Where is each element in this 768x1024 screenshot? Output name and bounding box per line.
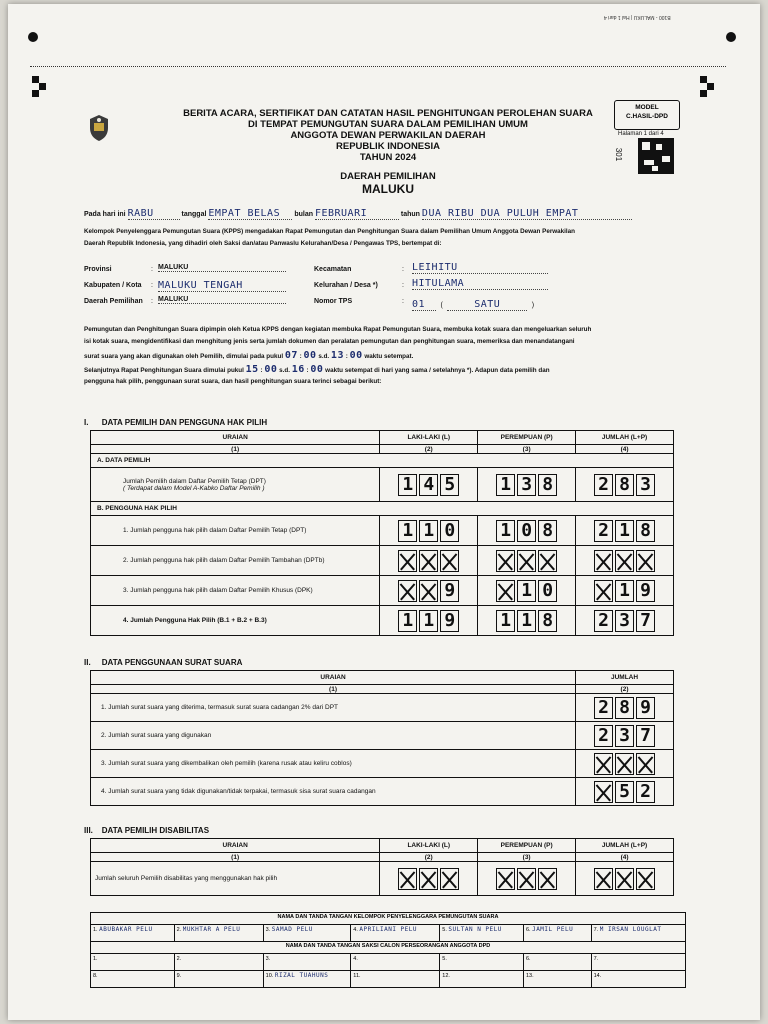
digit-box[interactable]: 8 — [615, 474, 634, 496]
signature-number: 7. — [593, 927, 600, 933]
col-uraian: URAIAN — [91, 839, 380, 853]
signature-number: 6. — [525, 956, 531, 962]
section-3-title: III. DATA PEMILIH DISABILITAS — [84, 826, 210, 835]
table-disabilitas — [90, 838, 674, 896]
row-label: Jumlah Pemilih dalam Daftar Pemilih Tetap (DPT) — [123, 477, 266, 485]
model-code: C.HASIL-DPD — [626, 113, 668, 120]
col-jumlah: JUMLAH (L+P) — [576, 839, 674, 853]
col-num: (2) — [576, 685, 674, 694]
bulan-value: FEBRUARI — [315, 208, 399, 220]
page-label: Halaman 1 dari 4 — [618, 131, 664, 137]
signature-cell[interactable] — [523, 925, 591, 942]
digit-box[interactable] — [419, 580, 438, 602]
table-data-pemilih — [90, 430, 674, 636]
section-1-title: I. DATA PEMILIH DAN PENGGUNA HAK PILIH — [84, 418, 268, 427]
tahun-value: DUA RIBU DUA PULUH EMPAT — [422, 208, 632, 220]
row-sublabel: ( Terdapat dalam Model A-Kabko Daftar Pemilih ) — [123, 484, 265, 492]
bulan-label: bulan — [294, 211, 313, 218]
digit-group[interactable] — [576, 781, 673, 803]
signature-number: 5. — [442, 927, 449, 933]
col-uraian: URAIAN — [91, 671, 576, 685]
table-row — [91, 606, 674, 636]
signature-row — [91, 971, 686, 988]
signature-cell[interactable] — [91, 971, 175, 988]
side-code: 301 — [614, 147, 624, 162]
signature-cell[interactable] — [351, 954, 440, 971]
digit-box[interactable]: 7 — [636, 610, 655, 632]
kelurahan-label: Kelurahan / Desa *) — [314, 282, 378, 289]
start-hour: 07 — [284, 350, 298, 361]
signature-cell[interactable] — [174, 954, 263, 971]
signature-number: 2. — [176, 927, 183, 933]
digit-box[interactable]: 7 — [636, 725, 655, 747]
digit-box[interactable] — [419, 868, 438, 890]
corner-marker — [32, 76, 39, 83]
digit-group[interactable] — [478, 610, 575, 632]
digit-box[interactable]: 8 — [636, 520, 655, 542]
digit-box[interactable] — [398, 868, 417, 890]
digit-group[interactable] — [576, 697, 673, 719]
signature-number: 10. — [265, 973, 275, 979]
paragraph-line-4: Selanjutnya Rapat Penghitungan Suara dimulai pukul 15 : 00 s.d. 16 : 00 waktu setempat di hari yang sama / setelahnya *). Adapun data pemilih dan — [84, 364, 550, 375]
digit-box[interactable]: 1 — [398, 610, 417, 632]
signature-number: 3. — [265, 956, 271, 962]
signature-number: 14. — [593, 973, 602, 979]
digit-box[interactable]: 5 — [440, 474, 459, 496]
signature-number: 1. — [93, 927, 100, 933]
daerah-value: MALUKU — [362, 182, 414, 196]
kpu-logo-icon — [88, 114, 110, 142]
section-b-title: B. PENGGUNA HAK PILIH — [91, 502, 674, 516]
corner-marker — [700, 76, 707, 83]
digit-box[interactable] — [538, 868, 557, 890]
sd-label: s.d. — [318, 353, 330, 360]
signature-cell[interactable] — [523, 954, 591, 971]
row-label: 1. Jumlah surat suara yang diterima, termasuk surat suara cadangan 2% dari DPT — [91, 694, 576, 722]
row-label: 3. Jumlah pengguna hak pilih dalam Daftar Pemilih Khusus (DPK) — [91, 576, 380, 606]
digit-group[interactable] — [380, 474, 477, 496]
col-num: (1) — [91, 445, 380, 454]
digit-box[interactable]: 8 — [538, 610, 557, 632]
tps-value: 01 ( SATU ) — [412, 299, 535, 310]
col-num: (2) — [380, 445, 478, 454]
digit-group[interactable] — [478, 868, 575, 890]
count-start-hour: 15 — [245, 364, 259, 375]
kabkota-label: Kabupaten / Kota — [84, 282, 142, 289]
signature-number: 7. — [593, 956, 599, 962]
digit-box[interactable] — [615, 868, 634, 890]
title-line: TAHUN 2024 — [359, 152, 417, 163]
col-num: (2) — [380, 853, 478, 862]
tps-label: Nomor TPS — [314, 298, 353, 305]
digit-group[interactable] — [576, 520, 673, 542]
digit-box[interactable] — [496, 550, 515, 572]
digit-group[interactable] — [576, 753, 673, 775]
digit-box[interactable] — [440, 868, 459, 890]
col-num: (4) — [576, 445, 674, 454]
count-start-minute: 00 — [264, 364, 278, 375]
digit-group[interactable] — [576, 610, 673, 632]
digit-box[interactable] — [636, 753, 655, 775]
paragraph-line-5: pengguna hak pilih, penggunaan surat suara, dan hasil penghitungan suara terinci sebagai berikut: — [84, 378, 382, 385]
digit-box[interactable] — [496, 868, 515, 890]
kabkota-value: MALUKU TENGAH — [158, 280, 286, 292]
signature-cell[interactable] — [440, 954, 524, 971]
binding-hole — [28, 32, 38, 42]
signature-cell[interactable] — [591, 954, 685, 971]
row-label: 4. Jumlah Pengguna Hak Pilih (B.1 + B.2 + B.3) — [91, 606, 380, 636]
digit-box[interactable]: 3 — [615, 725, 634, 747]
digit-box[interactable] — [615, 753, 634, 775]
digit-group[interactable] — [380, 550, 477, 572]
end-hour: 13 — [330, 350, 344, 361]
signature-row — [91, 925, 686, 942]
tahun-label: tahun — [400, 211, 420, 218]
digit-box[interactable]: 1 — [496, 474, 515, 496]
digit-box[interactable] — [594, 580, 613, 602]
digit-group[interactable] — [576, 550, 673, 572]
digit-box[interactable] — [636, 868, 655, 890]
top-code: B100 - MALUKU | Hal 1 dari 4 — [604, 14, 671, 20]
col-num: (3) — [478, 445, 576, 454]
form-sheet: B100 - MALUKU | Hal 1 dari 4 BERITA ACARA, SERTIFIKAT DAN CATATAN HASIL PENGHITUNGAN PEROLEHAN SUARA DI TEMPAT PEMUNGUTAN SUARA DALAM PEMILIHAN UMUM ANGGOTA DEWAN PERWAKILAN DAERAH REPUBLIK INDONESIA TAHUN 2024 DAERAH PEMILIHAN MALUKU MODEL C.HASIL-DPD Halaman 1 dari 4 301 Pada hari ini RABU tanggal EMPAT BELAS bulan FEBRUARI tahun DUA RIBU DUA PULUH EMPAT Kelompok Penyelenggara Pemungutan Suara (KPPS) mengadakan Rapat Pemungutan dan Penghitungan Suara dalam Pemilihan Umum Anggota Dewan Perwakilan Daerah Republik Indonesia, yang dihadiri oleh Saksi dan/atau Panwaslu Kelurahan/Desa / Pengawas TPS, bertempat di: Provinsi : MALUKU Kabupaten / Kota : MALUKU TENGAH Daerah Pemilihan : MALUKU Kecamatan : LEIHITU Kelurahan / Desa *) : HITULAMA Nomor TPS : 01 ( SATU ) Pemungutan dan Penghitungan Suara dipimpin oleh Ketua KPPS dengan kegiatan membuka Rapat Pemungutan Suara, membuka kotak suara dan mengeluarkan seluruh isi kotak suara, mengidentifikasi dan menghitung jenis serta jumlah dokumen dan peralatan pemungutan dan penghitungan suara, memeriksa dan menandatangani surat suara yang akan digunakan oleh Pemilih, dimulai pada pukul 07 : 00 s.d. 13 : 00 waktu setempat. Selanjutnya Rapat Penghitungan Suara dimulai pukul 15 : 00 s.d. 16 : 00 waktu setempat di hari yang sama / setelahnya *). Adapun data pemilih dan pengguna hak pilih, penggunaan surat suara, dan hasil penghitungan suara terinci sebagai berikut: I. DATA PEMILIH DAN PENGGUNA HAK PILIH URAIAN LAKI-LAKI (L) PEREMPUAN (P) JUMLAH (L+P) (1) (2) (3) (4) A. DATA PEMILIH Jumlah Pemilih dalam Daftar Pemilih Tetap (DPT) ( Terdapat dalam Model A-Kabko Daftar Pemilih ) 1 4 5 1 3 8 2 8 3 B. PENGGUNA HAK PILIH 1. Jumlah pengguna hak pilih dalam Daftar Pemilih Tetap (DPT) 1 1 0 1 0 8 2 1 8 2. Jumlah pengguna hak pilih dalam Daftar Pemilih Tambahan (DPTb) 3. Jumlah pengguna hak pilih dalam Daftar Pemilih Khusus (DPK) 9 1 0 1 9 4. Jumlah Pengguna Hak Pilih (B.1 + B.2 + B.3) 1 1 9 1 1 8 2 3 7 II. DATA PENGGUNAAN SURAT SUARA URAIAN JUMLAH (1) (2) 1. Jumlah surat suara yang diterima, termasuk surat suara cadangan 2% dari DPT 2 8 9 2. Jumlah surat suara yang digunakan 2 3 7 3. Jumlah surat suara yang dikembalikan oleh pemilih (karena rusak atau keliru coblos) 4. Jumlah surat suara yang tidak digunakan/tidak terpakai, termasuk sisa surat suara cadangan 5 2 III. DATA PEMILIH DISABILITAS URAIAN LAKI-LAKI (L) PEREMPUAN (P) JUMLAH (L+P) (1) (2) (3) (4) Jumlah seluruh Pemilih disabilitas yang menggunakan hak pilih NAMA DAN TANDA TANGAN KELOMPOK PENYELENGGARA PEMUNGUTAN SUARA 1. ABUBAKAR PELU 2. MUKHTAR A PELU 3. SAMAD PELU 4. APRILIANI PELU 5. SULTAN N PELU 6. JAMIL PELU 7. M IRSAN LOUGLAT NAMA DAN TANDA TANGAN SAKSI CALON PERSEORANGAN ANGGOTA DPD 1. 2. 3. 4. 5. 6. 7. 8. 9. 10. RIZAL TUAHUNS 11. 12. 13. 14. — [8, 4, 760, 1020]
digit-box[interactable]: 3 — [636, 474, 655, 496]
digit-box[interactable]: 1 — [398, 474, 417, 496]
title-line: DI TEMPAT PEMUNGUTAN SUARA DALAM PEMILIHAN UMUM — [248, 119, 528, 130]
intro-line-3: Daerah Republik Indonesia, yang dihadiri oleh Saksi dan/atau Panwaslu Kelurahan/Desa / Pengawas TPS, bertempat di: — [84, 240, 442, 247]
dapil-label: Daerah Pemilihan — [84, 298, 143, 305]
col-num: (1) — [91, 853, 380, 862]
qr-code-icon — [638, 138, 674, 174]
digit-box[interactable]: 2 — [636, 781, 655, 803]
digit-box[interactable] — [594, 753, 613, 775]
digit-box[interactable] — [636, 550, 655, 572]
table-row — [91, 750, 674, 778]
digit-box[interactable]: 5 — [615, 781, 634, 803]
p4-tail: waktu setempat di hari yang sama / setelahnya *). Adapun data pemilih dan — [325, 367, 550, 374]
signature-name: APRILIANI PELU — [359, 926, 417, 933]
model-box — [614, 100, 680, 130]
pada-hari-label: Pada hari ini — [84, 211, 126, 218]
digit-box[interactable] — [419, 550, 438, 572]
digit-box[interactable]: 8 — [538, 520, 557, 542]
signature-number: 12. — [442, 973, 450, 979]
signature-cell[interactable] — [440, 925, 524, 942]
digit-box[interactable]: 0 — [538, 580, 557, 602]
digit-box[interactable] — [398, 550, 417, 572]
intro-line-1 — [84, 208, 704, 220]
digit-group[interactable] — [380, 610, 477, 632]
digit-box[interactable] — [496, 580, 515, 602]
digit-group[interactable] — [478, 520, 575, 542]
intro-line-2: Kelompok Penyelenggara Pemungutan Suara (KPPS) mengadakan Rapat Pemungutan dan Penghitungan Suara dalam Pemilihan Umum Anggota Dewan Perwakilan — [84, 228, 576, 235]
kelurahan-value: HITULAMA — [412, 278, 548, 290]
digit-box[interactable]: 9 — [636, 580, 655, 602]
signature-name: SULTAN N PELU — [448, 926, 502, 933]
cut-line — [30, 66, 726, 67]
start-minute: 00 — [303, 350, 317, 361]
signature-number: 9. — [176, 973, 182, 979]
row-label: 2. Jumlah surat suara yang digunakan — [91, 722, 576, 750]
signature-number: 4. — [353, 956, 358, 962]
tanggal-value: EMPAT BELAS — [208, 208, 292, 220]
section-2-title: II. DATA PENGGUNAAN SURAT SUARA — [84, 658, 243, 667]
signature-cell[interactable] — [591, 925, 685, 942]
corner-marker — [32, 90, 39, 97]
signature-cell[interactable] — [91, 925, 175, 942]
col-laki: LAKI-LAKI (L) — [380, 431, 478, 445]
digit-box[interactable]: 2 — [594, 725, 613, 747]
signature-cell[interactable] — [591, 971, 685, 988]
signature-cell[interactable] — [263, 925, 351, 942]
digit-box[interactable] — [538, 550, 557, 572]
digit-group[interactable] — [380, 520, 477, 542]
digit-group[interactable] — [478, 474, 575, 496]
digit-box[interactable]: 0 — [440, 520, 459, 542]
digit-box[interactable]: 1 — [419, 610, 438, 632]
row-label: Jumlah seluruh Pemilih disabilitas yang menggunakan hak pilih — [91, 862, 380, 896]
saksi-title: NAMA DAN TANDA TANGAN SAKSI CALON PERSEORANGAN ANGGOTA DPD — [91, 942, 686, 954]
digit-box[interactable] — [440, 550, 459, 572]
paragraph-line-3: surat suara yang akan digunakan oleh Pemilih, dimulai pada pukul 07 : 00 s.d. 13 : 00 waktu setempat. — [84, 350, 414, 361]
digit-box[interactable]: 3 — [615, 610, 634, 632]
row-label: 3. Jumlah surat suara yang dikembalikan oleh pemilih (karena rusak atau keliru coblos) — [91, 750, 576, 778]
digit-box[interactable]: 3 — [517, 474, 536, 496]
table-row — [91, 546, 674, 576]
digit-group[interactable] — [478, 580, 575, 602]
signature-number: 1. — [93, 956, 98, 962]
end-minute: 00 — [349, 350, 363, 361]
digit-group[interactable] — [380, 580, 477, 602]
signature-number: 13. — [525, 973, 534, 979]
digit-box[interactable]: 9 — [440, 610, 459, 632]
digit-box[interactable]: 2 — [594, 520, 613, 542]
digit-box[interactable]: 1 — [517, 610, 536, 632]
digit-box[interactable]: 9 — [440, 580, 459, 602]
digit-box[interactable] — [615, 550, 634, 572]
signature-name: SAMAD PELU — [271, 926, 313, 933]
title-line: REPUBLIK INDONESIA — [336, 141, 440, 152]
signature-cell[interactable] — [174, 971, 263, 988]
row-label: 2. Jumlah pengguna hak pilih dalam Daftar Pemilih Tambahan (DPTb) — [91, 546, 380, 576]
col-num: (3) — [478, 853, 576, 862]
corner-marker — [707, 83, 714, 90]
digit-box[interactable]: 9 — [636, 697, 655, 719]
signature-cell[interactable] — [263, 954, 351, 971]
binding-hole — [726, 32, 736, 42]
digit-group[interactable] — [576, 725, 673, 747]
model-label: MODEL — [635, 104, 659, 111]
signature-number: 6. — [525, 927, 533, 933]
digit-box[interactable] — [398, 580, 417, 602]
digit-box[interactable]: 8 — [538, 474, 557, 496]
section-a-title: A. DATA PEMILIH — [91, 454, 674, 468]
daerah-label: DAERAH PEMILIHAN — [340, 171, 436, 182]
title-line: ANGGOTA DEWAN PERWAKILAN DAERAH — [290, 130, 486, 141]
digit-box[interactable]: 2 — [594, 610, 613, 632]
digit-box[interactable]: 0 — [517, 520, 536, 542]
digit-box[interactable] — [517, 868, 536, 890]
digit-group[interactable] — [576, 474, 673, 496]
col-jumlah: JUMLAH — [576, 671, 674, 685]
col-perempuan: PEREMPUAN (P) — [478, 431, 576, 445]
col-perempuan: PEREMPUAN (P) — [478, 839, 576, 853]
corner-marker — [700, 90, 707, 97]
signature-number: 3. — [265, 927, 272, 933]
digit-box[interactable]: 4 — [419, 474, 438, 496]
signature-number: 11. — [353, 973, 361, 979]
digit-box[interactable]: 1 — [496, 610, 515, 632]
signature-number: 8. — [93, 973, 98, 979]
digit-box[interactable]: 8 — [615, 697, 634, 719]
signature-name: M IRSAN LOUGLAT — [599, 926, 662, 933]
hari-value: RABU — [128, 208, 180, 220]
count-end-minute: 00 — [310, 364, 324, 375]
digit-box[interactable]: 1 — [615, 580, 634, 602]
signature-cell[interactable] — [91, 954, 175, 971]
signature-name: RIZAL TUAHUNS — [274, 972, 329, 979]
signature-kpps-table — [90, 912, 686, 988]
p3-tail: waktu setempat. — [364, 353, 414, 360]
signature-cell[interactable] — [351, 971, 440, 988]
p4-text: Selanjutnya Rapat Penghitungan Suara dimulai pukul — [84, 367, 244, 374]
digit-box[interactable]: 2 — [594, 474, 613, 496]
table-row — [91, 862, 674, 896]
signature-row — [91, 954, 686, 971]
kecamatan-label: Kecamatan — [314, 266, 352, 273]
table-row — [91, 576, 674, 606]
row-label: 4. Jumlah surat suara yang tidak digunakan/tidak terpakai, termasuk sisa surat suara cadangan — [91, 778, 576, 806]
digit-box[interactable] — [594, 781, 613, 803]
digit-box[interactable]: 1 — [398, 520, 417, 542]
signature-cell[interactable] — [351, 925, 440, 942]
kpps-title: NAMA DAN TANDA TANGAN KELOMPOK PENYELENGGARA PEMUNGUTAN SUARA — [91, 913, 686, 925]
col-laki: LAKI-LAKI (L) — [380, 839, 478, 853]
digit-box[interactable]: 1 — [517, 580, 536, 602]
kecamatan-value: LEIHITU — [412, 262, 548, 274]
signature-cell[interactable] — [174, 925, 263, 942]
signature-name: MUKHTAR A PELU — [182, 926, 241, 933]
col-uraian: URAIAN — [91, 431, 380, 445]
tps-words: SATU — [447, 299, 527, 311]
document-title — [158, 108, 618, 195]
col-num: (4) — [576, 853, 674, 862]
table-surat-suara — [90, 670, 674, 806]
digit-group[interactable] — [576, 868, 673, 890]
digit-box[interactable] — [594, 868, 613, 890]
signature-name: JAMIL PELU — [532, 926, 574, 933]
sd-label: s.d. — [279, 367, 290, 374]
table-row — [91, 694, 674, 722]
provinsi-label: Provinsi — [84, 266, 112, 273]
signature-cell[interactable] — [523, 971, 591, 988]
tanggal-label: tanggal — [181, 211, 207, 218]
signature-number: 4. — [353, 927, 360, 933]
signature-cell[interactable] — [263, 971, 351, 988]
col-num: (1) — [91, 685, 576, 694]
digit-group[interactable] — [576, 580, 673, 602]
p3-text: surat suara yang akan digunakan oleh Pemilih, dimulai pada pukul — [84, 353, 284, 360]
digit-box[interactable] — [517, 550, 536, 572]
table-row — [91, 468, 674, 502]
table-row — [91, 722, 674, 750]
signature-number: 2. — [176, 956, 182, 962]
digit-group[interactable] — [478, 550, 575, 572]
provinsi-value: MALUKU — [158, 264, 286, 272]
paragraph-line-2: isi kotak suara, mengidentifikasi dan menghitung jenis serta jumlah dokumen dan peralatan pemungutan dan penghitungan suara, memeriksa dan menandatangani — [84, 338, 575, 345]
digit-box[interactable]: 1 — [615, 520, 634, 542]
col-jumlah: JUMLAH (L+P) — [576, 431, 674, 445]
digit-box[interactable] — [594, 550, 613, 572]
digit-box[interactable]: 2 — [594, 697, 613, 719]
tps-number: 01 — [412, 299, 436, 311]
title-line: BERITA ACARA, SERTIFIKAT DAN CATATAN HASIL PENGHITUNGAN PEROLEHAN SUARA — [183, 108, 593, 119]
digit-box[interactable]: 1 — [419, 520, 438, 542]
digit-group[interactable] — [380, 868, 477, 890]
signature-number: 5. — [442, 956, 447, 962]
paragraph-line-1: Pemungutan dan Penghitungan Suara dipimpin oleh Ketua KPPS dengan kegiatan membuka Rapat Pemungutan Suara, membuka kotak suara dan mengeluarkan seluruh — [84, 326, 592, 333]
digit-box[interactable]: 1 — [496, 520, 515, 542]
row-label: 1. Jumlah pengguna hak pilih dalam Daftar Pemilih Tetap (DPT) — [91, 516, 380, 546]
corner-marker — [39, 83, 46, 90]
signature-cell[interactable] — [440, 971, 524, 988]
table-row — [91, 778, 674, 806]
table-row — [91, 516, 674, 546]
signature-name: ABUBAKAR PELU — [99, 926, 153, 933]
dapil-value: MALUKU — [158, 296, 286, 304]
count-end-hour: 16 — [291, 364, 305, 375]
